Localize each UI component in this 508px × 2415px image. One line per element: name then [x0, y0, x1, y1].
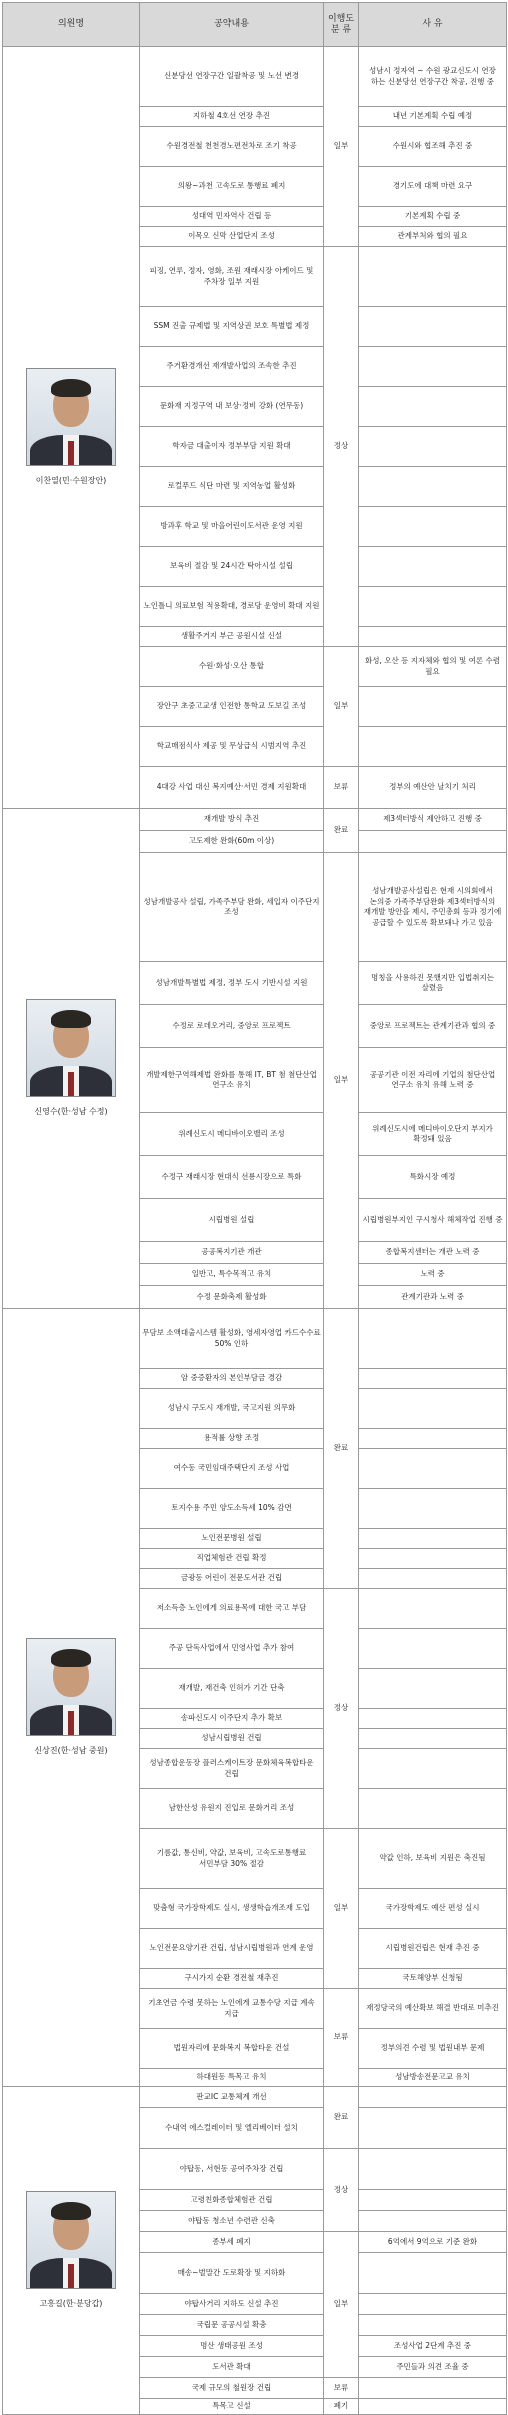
reason-cell — [358, 346, 507, 387]
status-cell: 완료 — [323, 808, 359, 853]
reason-cell: 수원시와 협조해 추진 중 — [358, 126, 507, 167]
pledge-cell: 의왕~과천 고속도로 통행료 폐지 — [139, 166, 324, 207]
status-cell: 일부 — [323, 46, 359, 247]
reason-cell — [358, 546, 507, 587]
reason-cell — [358, 1628, 507, 1669]
member-photo — [26, 999, 116, 1097]
pledge-cell: 판교IC 교통체계 개선 — [139, 2086, 324, 2108]
pledge-cell: 보육비 절감 및 24시간 탁아시설 설립 — [139, 546, 324, 587]
member-name: 신영수(한·성남 수정) — [34, 1107, 108, 1117]
reason-cell — [358, 1548, 507, 1569]
status-cell: 보류 — [323, 766, 359, 809]
pledge-cell: 암 중증환자의 본인부담금 경감 — [139, 1368, 324, 1389]
pledge-cell: 야탑동 청소년 수련관 신축 — [139, 2210, 324, 2232]
pledge-cell: 수원·화성·오산 통합 — [139, 646, 324, 687]
member-photo — [26, 2191, 116, 2289]
reason-cell — [358, 586, 507, 627]
pledge-cell: 토지수용 주민 양도소득세 10% 감면 — [139, 1488, 324, 1529]
reason-cell: 성남개발공사설립은 현재 시의회에서 논의중 가족주부담완화 제3섹터방식의 재개발 방안을 제시, 주민총회 등과 정기에 공급할 수 있도록 확보돼나 가고 있음 — [358, 852, 507, 962]
header-reason: 사 유 — [358, 2, 507, 47]
reason-cell — [358, 2314, 507, 2336]
reason-cell: 기본계획 수립 중 — [358, 206, 507, 227]
pledge-cell: 이목오 신막 산업단지 조성 — [139, 226, 324, 247]
pledge-cell: 로컬푸드 식단 마련 및 지역농업 활성화 — [139, 466, 324, 507]
status-cell: 일부 — [323, 852, 359, 1309]
pledge-cell: 수정로 로데오거리, 중앙로 프로젝트 — [139, 1004, 324, 1048]
header-status: 이행도 분 류 — [323, 2, 359, 47]
reason-cell — [358, 1788, 507, 1829]
pledge-cell: 고령친화종합체험관 건립 — [139, 2189, 324, 2211]
reason-cell — [358, 2086, 507, 2108]
reason-cell: 조성사업 2단계 추진 중 — [358, 2335, 507, 2357]
reason-cell: 주민들과 의견 조율 중 — [358, 2356, 507, 2378]
header-member: 의원명 — [2, 2, 140, 47]
reason-cell: 내년 기본계획 수립 예정 — [358, 106, 507, 127]
pledge-cell: 도서관 확대 — [139, 2356, 324, 2378]
pledge-cell: 송파신도시 이주단지 추가 확보 — [139, 1708, 324, 1729]
reason-cell — [358, 1588, 507, 1629]
reason-cell — [358, 2210, 507, 2232]
pledge-cell: 주공 단독사업에서 민영사업 추가 참여 — [139, 1628, 324, 1669]
pledge-cell: 명산 생태공원 조성 — [139, 2335, 324, 2357]
reason-cell: 특화시장 예정 — [358, 1155, 507, 1199]
reason-cell — [358, 246, 507, 307]
pledge-cell: 금광동 어린이 전문도서관 건립 — [139, 1568, 324, 1589]
reason-cell: 관계기관과 노력 중 — [358, 1285, 507, 1309]
status-cell: 정상 — [323, 1588, 359, 1829]
status-cell: 보류 — [323, 2377, 359, 2399]
reason-cell: 정부의견 수렴 및 법원내부 문제 — [358, 2028, 507, 2069]
pledge-cell: 재개발, 재건축 인허가 기간 단축 — [139, 1668, 324, 1709]
header-pledge: 공약내용 — [139, 2, 324, 47]
reason-cell: 국토해양부 신청됨 — [358, 1968, 507, 1989]
pledge-cell: 수정구 재래시장 현대식 선룡시장으로 특화 — [139, 1155, 324, 1199]
pledge-cell: 성남개발공사 설립, 가족주부담 완화, 세입자 이주단지 조성 — [139, 852, 324, 962]
member-photo — [26, 368, 116, 466]
pledge-cell: 국제 규모의 철원장 건립 — [139, 2377, 324, 2399]
reason-cell: 경기도에 대책 마련 요구 — [358, 166, 507, 207]
reason-cell — [358, 726, 507, 767]
pledge-cell: 재개발 방식 추진 — [139, 808, 324, 831]
pledge-cell: 수정 문화축제 활성화 — [139, 1285, 324, 1309]
pledge-cell: 피징, 연루, 정자, 영화, 조원 재래시장 아케이드 및 주차장 일부 지원 — [139, 246, 324, 307]
pledge-cell: 남한산성 유원지 진입로 문화거리 조성 — [139, 1788, 324, 1829]
reason-cell: 관계부처와 협의 필요 — [358, 226, 507, 247]
reason-cell — [358, 2189, 507, 2211]
pledge-cell: 4대강 사업 대신 복지예산·서민 경제 지원확대 — [139, 766, 324, 809]
reason-cell — [358, 466, 507, 507]
member-name: 고흥길(한·분당갑) — [39, 2299, 103, 2309]
pledge-cell: 야탑동, 서현동 공여주차장 건립 — [139, 2148, 324, 2190]
status-cell: 정상 — [323, 246, 359, 647]
reason-cell: 정부의 예산안 날치기 처리 — [358, 766, 507, 809]
pledge-cell: 방과후 학교 및 마을어린이도서관 운영 지원 — [139, 506, 324, 547]
pledge-cell: 노인전문요양기관 건립, 성남시립병원과 연계 운영 — [139, 1928, 324, 1969]
pledge-cell: 기초연금 수령 못하는 노인에게 교통수당 지급 계속 지급 — [139, 1988, 324, 2029]
reason-cell — [358, 426, 507, 467]
reason-cell: 6억에서 9억으로 기준 완화 — [358, 2231, 507, 2253]
member-cell-2 — [2, 1308, 140, 2087]
status-cell: 일부 — [323, 646, 359, 767]
reason-cell — [358, 1428, 507, 1449]
reason-cell — [358, 306, 507, 347]
reason-cell — [358, 1308, 507, 1369]
pledge-cell: 저소득층 노인에게 의료용목에 대한 국고 부담 — [139, 1588, 324, 1629]
pledge-cell: 무담보 소액대출시스템 활성화, 영세자영업 카드수수료 50% 인하 — [139, 1308, 324, 1369]
reason-cell — [358, 686, 507, 727]
reason-cell: 성남시 정자역 ~ 수원 광교신도시 연장 하는 신분당선 연장구간 착공, 진행 중 — [358, 46, 507, 107]
reason-cell — [358, 1728, 507, 1749]
pledge-cell: 성남시 구도시 재개발, 국고지원 의무화 — [139, 1388, 324, 1429]
reason-cell — [358, 830, 507, 853]
pledge-cell: 수원경전철 천천경노편전차로 조기 착공 — [139, 126, 324, 167]
status-cell: 정상 — [323, 2148, 359, 2232]
reason-cell — [358, 2377, 507, 2399]
pledge-cell: 주거환경개선 재개발사업의 조속한 추진 — [139, 346, 324, 387]
reason-cell — [358, 1708, 507, 1729]
reason-cell: 국가장학제도 예산 편성 실시 — [358, 1888, 507, 1929]
status-cell: 폐기 — [323, 2398, 359, 2415]
member-photo — [26, 1638, 116, 1736]
pledge-cell: 법원자리에 문화복지 복합타운 건설 — [139, 2028, 324, 2069]
reason-cell: 시립병원부지인 구시청사 해체작업 진행 중 — [358, 1198, 507, 1242]
member-name: 신상진(한·성남 중원) — [34, 1746, 108, 1756]
pledge-cell: 문화재 지정구역 내 보상·정비 강화 (연무동) — [139, 386, 324, 427]
status-cell: 일부 — [323, 2231, 359, 2378]
pledge-cell: 성대역 민자역사 건립 등 — [139, 206, 324, 227]
member-cell-3 — [2, 2086, 140, 2415]
pledge-cell: 성남시립병원 건립 — [139, 1728, 324, 1749]
reason-cell: 성남방송전문고교 유치 — [358, 2068, 507, 2087]
pledge-cell: 시립병원 설립 — [139, 1198, 324, 1242]
pledge-cell: 특목고 신설 — [139, 2398, 324, 2415]
reason-cell — [358, 1388, 507, 1429]
status-cell: 완료 — [323, 2086, 359, 2149]
pledge-cell: 공공복지기관 개관 — [139, 1241, 324, 1264]
member-cell-0 — [2, 46, 140, 809]
member-cell-1 — [2, 808, 140, 1309]
reason-cell — [358, 2107, 507, 2149]
pledge-cell: 일반고, 특수목적고 유치 — [139, 1263, 324, 1286]
reason-cell — [358, 1528, 507, 1549]
pledge-cell: 맞춤형 국가장학제도 실시, 생생학습개조재 도입 — [139, 1888, 324, 1929]
reason-cell — [358, 626, 507, 647]
pledge-cell: 지하철 4호선 연장 추진 — [139, 106, 324, 127]
reason-cell — [358, 1748, 507, 1789]
pledge-cell: 용적률 상향 조정 — [139, 1428, 324, 1449]
pledge-cell: 성남종합운동장 플러스케이트장 문화체육복합타운 건립 — [139, 1748, 324, 1789]
reason-cell: 명칭을 사용하진 못했지만 입법취지는 살렸음 — [358, 961, 507, 1005]
pledge-cell: 구시가지 순환 경전철 재추진 — [139, 1968, 324, 1989]
reason-cell — [358, 506, 507, 547]
status-cell: 완료 — [323, 1308, 359, 1589]
reason-cell: 종합복지센터는 개관 노력 중 — [358, 1241, 507, 1264]
status-cell: 보류 — [323, 1988, 359, 2087]
pledge-cell: 성남개발특별법 제정, 정부 도시 기반시설 지원 — [139, 961, 324, 1005]
pledge-cell: 학교매점식사 제공 및 무상급식 시범지역 추진 — [139, 726, 324, 767]
reason-cell — [358, 386, 507, 427]
pledge-cell: 직업체험관 건립 확정 — [139, 1548, 324, 1569]
pledge-cell: 학자금 대출이자 정부부담 지원 확대 — [139, 426, 324, 467]
reason-cell — [358, 2293, 507, 2315]
pledge-cell: 노인틀니 의료보험 적용확대, 경로당 운영비 확대 지원 — [139, 586, 324, 627]
reason-cell: 시립병원건립은 현재 추진 중 — [358, 1928, 507, 1969]
reason-cell — [358, 2252, 507, 2294]
pledge-cell: SSM 진출 규제법 및 지역상권 보호 특별법 제정 — [139, 306, 324, 347]
reason-cell — [358, 1568, 507, 1589]
reason-cell: 위례신도시에 메디바이오단지 부지가 확정돼 있음 — [358, 1112, 507, 1156]
pledge-cell: 종부세 폐지 — [139, 2231, 324, 2253]
reason-cell — [358, 1668, 507, 1709]
pledge-cell: 하대원동 특목고 유치 — [139, 2068, 324, 2087]
reason-cell: 공공기관 이전 자리에 기업의 첨단산업 연구소 유치 유해 노력 중 — [358, 1047, 507, 1113]
reason-cell: 화성, 오산 등 지자체와 협의 및 여론 수렴 필요 — [358, 646, 507, 687]
member-name: 이찬열(민·수원장안) — [35, 476, 107, 486]
pledge-cell: 고도제한 완화(60m 이상) — [139, 830, 324, 853]
pledge-cell: 신분당선 연장구간 일괄착공 및 노선 변경 — [139, 46, 324, 107]
pledge-cell: 생활주거지 부근 공원시설 신설 — [139, 626, 324, 647]
reason-cell: 중앙로 프로젝트는 관계기관과 협의 중 — [358, 1004, 507, 1048]
pledge-cell: 국립문 공공시설 확충 — [139, 2314, 324, 2336]
reason-cell — [358, 2398, 507, 2415]
pledge-cell: 노인전문병원 설립 — [139, 1528, 324, 1549]
status-cell: 일부 — [323, 1828, 359, 1989]
reason-cell — [358, 1488, 507, 1529]
pledge-cell: 매송~벌말간 도로확장 및 지하화 — [139, 2252, 324, 2294]
pledge-cell: 야탑사거리 지하도 신설 추진 — [139, 2293, 324, 2315]
pledge-cell: 개발제한구역해제법 완화를 통해 IT, BT 첨 첨단산업 연구소 유치 — [139, 1047, 324, 1113]
pledge-cell: 기름값, 통신비, 약값, 보육비, 고속도로통행료 서민부담 30% 절감 — [139, 1828, 324, 1889]
reason-cell — [358, 1368, 507, 1389]
reason-cell: 제3섹터방식 제안하고 진행 중 — [358, 808, 507, 831]
reason-cell: 재정당국의 예산확보 해결 반대로 미추진 — [358, 1988, 507, 2029]
pledge-cell: 위례신도시 메디바이오밸리 조성 — [139, 1112, 324, 1156]
reason-cell: 노력 중 — [358, 1263, 507, 1286]
pledge-cell: 장안구 초중고교생 인전한 통학교 도보길 조성 — [139, 686, 324, 727]
reason-cell: 약값 인하, 보육비 지원은 축진됨 — [358, 1828, 507, 1889]
reason-cell — [358, 2148, 507, 2190]
pledge-cell: 여수동 국민임대주택단지 조성 사업 — [139, 1448, 324, 1489]
reason-cell — [358, 1448, 507, 1489]
pledge-cell: 수내역 에스컬레이터 및 엘리베이터 설치 — [139, 2107, 324, 2149]
